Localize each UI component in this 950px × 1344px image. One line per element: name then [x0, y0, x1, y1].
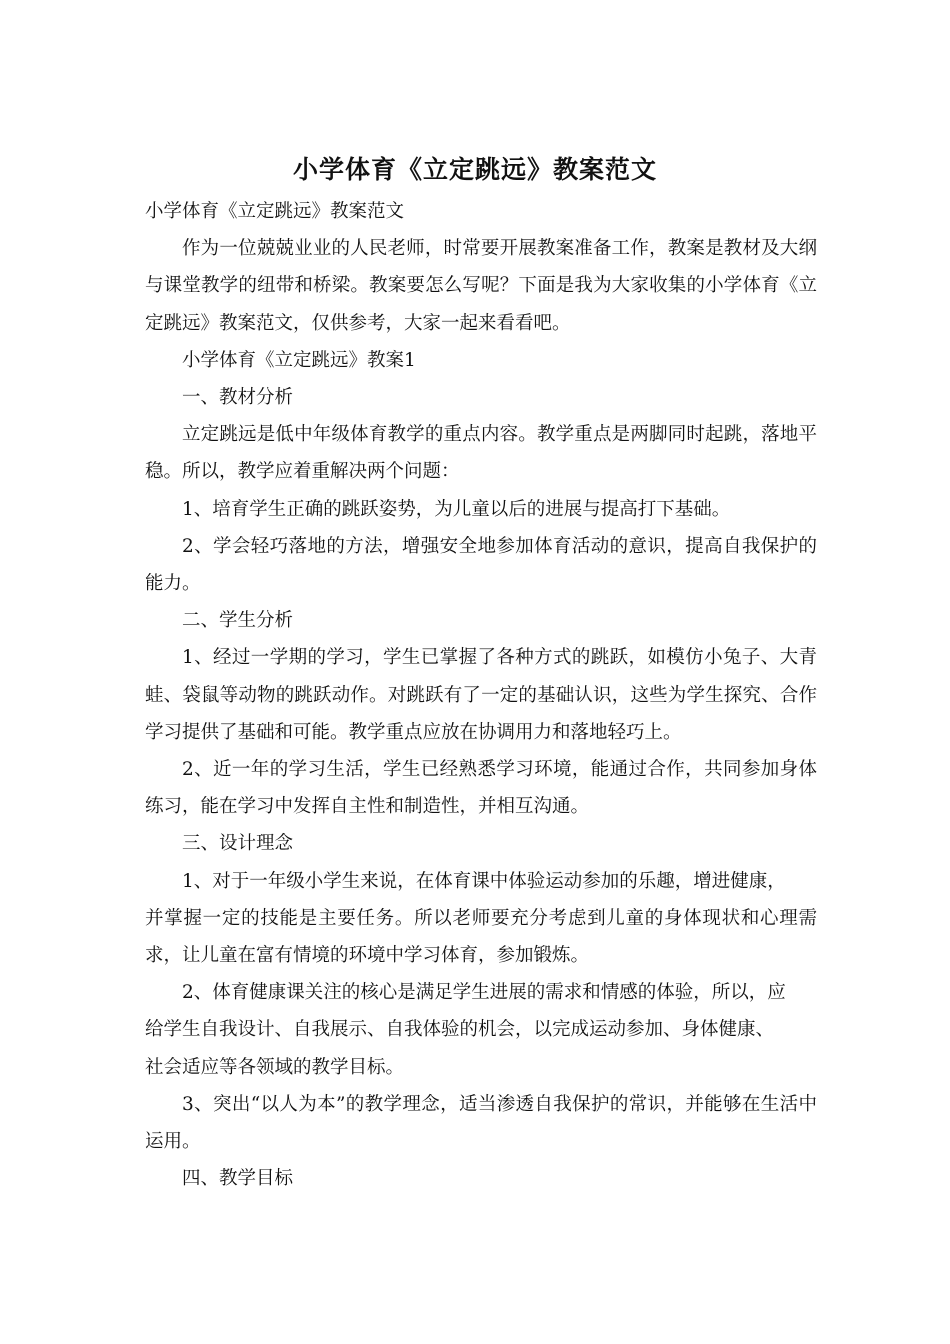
- paragraph-lesson-heading: 小学体育《立定跳远》教案1: [182, 349, 416, 371]
- document-body: [145, 193, 817, 1197]
- list-item-design-1-cont: 并掌握一定的技能是主要任务。所以老师要充分考虑到儿童的身体现状和心理需求，让儿童在富有情境的环境中学习体育，参加锻炼。: [145, 907, 817, 967]
- section-heading-students: 二、学生分析: [182, 610, 294, 632]
- list-item-design-2-line1: 2、体育健康课关注的核心是满足学生进展的需求和情感的体验，所以，应: [182, 982, 786, 1004]
- list-item-design-2-line2: 给学生自我设计、自我展示、自我体验的机会，以完成运动参加、身体健康、: [145, 1019, 775, 1041]
- list-item-materials-2: 2、学会轻巧落地的方法，增强安全地参加体育活动的意识，提高自我保护的能力。: [145, 535, 817, 595]
- paragraph-intro: 作为一位兢兢业业的人民老师，时常要开展教案准备工作，教案是教材及大纲与课堂教学的纽带和桥梁。教案要怎么写呢？下面是我为大家收集的小学体育《立定跳远》教案范文，仅供参考，大家一起来看看吧。: [145, 238, 817, 334]
- section-heading-goals: 四、教学目标: [182, 1168, 294, 1190]
- list-item-materials-1: 1、培育学生正确的跳跃姿势，为儿童以后的进展与提高打下基础。: [182, 498, 731, 520]
- list-item-students-1: 1、经过一学期的学习，学生已掌握了各种方式的跳跃，如模仿小兔子、大青蛙、袋鼠等动物的跳跃动作。对跳跃有了一定的基础认识，这些为学生探究、合作学习提供了基础和可能。教学重点应放在协调用力和落地轻巧上。: [145, 647, 817, 743]
- paragraph-materials: 立定跳远是低中年级体育教学的重点内容。教学重点是两脚同时起跳，落地平稳。所以，教学应着重解决两个问题：: [145, 424, 817, 483]
- list-item-design-2-line3: 社会适应等各领域的教学目标。: [145, 1056, 405, 1078]
- document-subtitle: 小学体育《立定跳远》教案范文: [145, 201, 405, 222]
- list-item-design-1-line1: 1、对于一年级小学生来说，在体育课中体验运动参加的乐趣，增进健康，: [182, 870, 786, 892]
- list-item-design-3: 3、突出“以人为本”的教学理念，适当渗透自我保护的常识，并能够在生活中运用。: [145, 1093, 817, 1153]
- section-heading-materials: 一、教材分析: [182, 387, 294, 409]
- document-title: 小学体育《立定跳远》教案范文: [292, 155, 657, 184]
- section-heading-design: 三、设计理念: [182, 833, 294, 855]
- list-item-students-2: 2、近一年的学习生活，学生已经熟悉学习环境，能通过合作，共同参加身体练习，能在学习中发挥自主性和制造性，并相互沟通。: [145, 759, 817, 818]
